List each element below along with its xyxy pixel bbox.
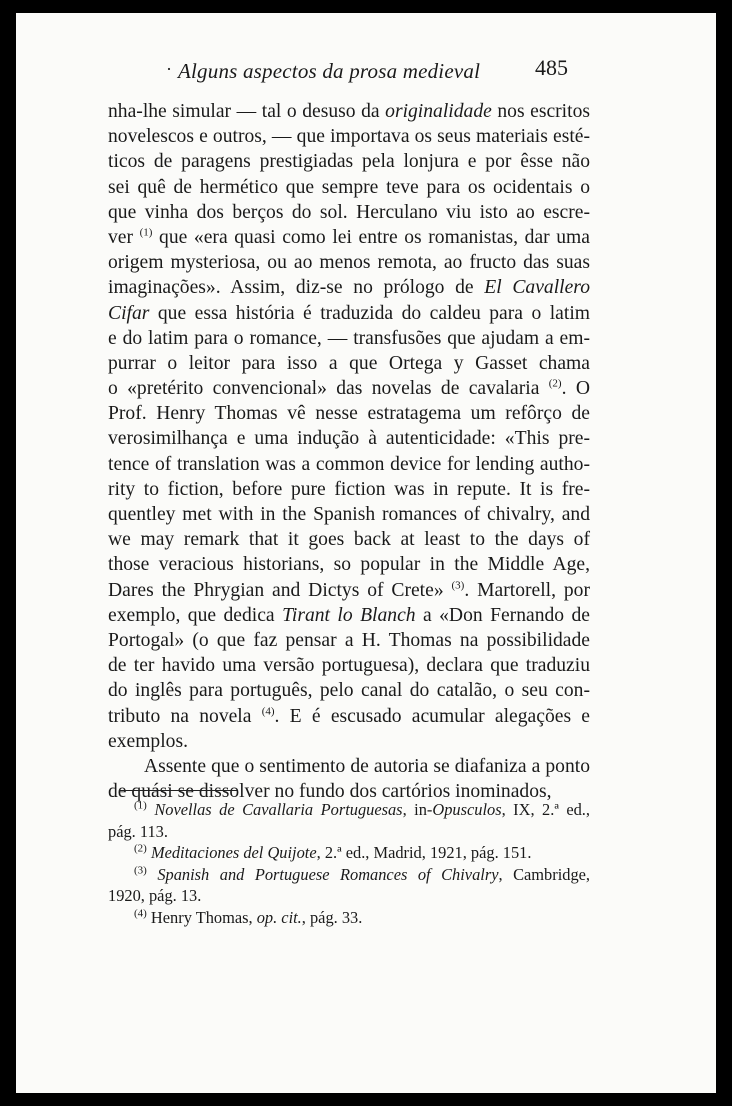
body-line — [108, 250, 590, 275]
body-note-ref: (4) — [261, 704, 275, 717]
body-line — [108, 477, 590, 502]
footnote-text: , 2.ª ed., Madrid, 1921, pág. 151. — [316, 843, 532, 863]
body-line — [108, 452, 590, 477]
body-line — [108, 653, 590, 678]
body-line — [108, 326, 590, 351]
body-line — [108, 552, 590, 577]
body-text: we may remark that it goes back at least to the days of — [108, 529, 590, 551]
body-text: . E é escusado acumular alegações e — [274, 705, 591, 727]
body-note-ref: (1) — [139, 226, 153, 239]
body-line — [108, 678, 590, 703]
body-text: Assente que o sentimento de autoria se diafaniza a ponto — [144, 755, 590, 777]
body-line — [108, 376, 590, 401]
page-number: 485 — [535, 55, 568, 80]
body-text — [108, 99, 590, 804]
footnote-text: , Cambridge, — [498, 864, 591, 884]
footnote-italic-title: Opusculos — [432, 800, 502, 819]
body-text: do inglês para português, pelo canal do catalão, o seu con- — [108, 680, 590, 702]
body-line — [108, 502, 590, 527]
footnote-line — [108, 799, 590, 821]
footnotes — [108, 799, 590, 929]
footnote-line — [108, 864, 590, 886]
footnote-italic-title: Meditaciones del Quijote — [150, 843, 317, 863]
body-text: o «pretérito convencional» das novelas de cavalaria — [108, 378, 549, 400]
body-italic-title: Cifar — [108, 302, 150, 324]
running-head — [16, 55, 716, 87]
body-italic-title: El Cavallero — [484, 277, 591, 299]
body-line — [108, 527, 590, 552]
body-line — [108, 225, 590, 250]
footnote-text: , IX, 2.ª ed., — [501, 800, 591, 819]
body-line — [108, 426, 590, 451]
footnote-text: 1920, pág. 13. — [108, 886, 202, 906]
body-line — [108, 275, 590, 300]
body-text: ticos de paragens prestigiadas pela lonjura e por êsse não — [108, 151, 590, 173]
body-text: origem mysteriosa, ou ao menos remota, ao fructo das suas — [108, 252, 590, 274]
body-line — [108, 175, 590, 200]
body-text: . O — [561, 378, 590, 400]
body-text: de ter havido uma versão portuguesa), declara que traduziu — [108, 655, 590, 677]
body-italic-title: originalidade — [385, 101, 492, 122]
body-text: ver — [108, 226, 140, 248]
body-text: exemplo, que dedica — [108, 604, 283, 626]
body-text: de quási se dissolver no fundo dos cartórios inominados, — [108, 781, 552, 803]
body-line — [108, 149, 590, 174]
footnote-line — [108, 842, 590, 864]
body-text: . Martorell, por — [464, 579, 590, 601]
body-italic-title: Tirant lo Blanch — [282, 604, 416, 626]
body-text: quentley met with in the Spanish romances of chivalry, and — [108, 504, 590, 525]
body-line — [108, 99, 590, 124]
body-note-ref: (2) — [548, 377, 562, 390]
body-text: verosimilhança e uma indução à autenticidade: «This pre- — [108, 428, 590, 450]
body-line — [108, 754, 590, 779]
footnote-note-ref: (3) — [134, 864, 147, 877]
body-text: exemplos. — [108, 730, 188, 752]
body-line — [108, 729, 590, 754]
body-text: Dares the Phrygian and Dictys of Crete» — [108, 579, 452, 601]
body-text: sei quê de hermético que sempre teve para os ocidentais o — [108, 176, 590, 198]
footnote-text: Henry Thomas, — [146, 907, 257, 927]
footnote-line — [108, 821, 590, 843]
body-line — [108, 401, 590, 426]
body-text: e do latim para o romance, — transfusões que ajudam a em- — [108, 327, 590, 349]
body-text: novelescos e outros, — que importava os seus materiais esté- — [108, 126, 590, 148]
footnote-italic-title: Spanish and Portuguese Romances of Chivalry — [157, 864, 499, 884]
body-text: tence of translation was a common device for lending autho- — [108, 453, 590, 475]
footnote-note-ref: (2) — [134, 842, 147, 855]
body-line — [108, 351, 590, 376]
footnote-line — [108, 907, 590, 929]
body-line — [108, 628, 590, 653]
body-text: nha-lhe simular — tal o desuso da — [108, 101, 386, 122]
body-text: tributo na novela — [108, 705, 262, 727]
body-line — [108, 301, 590, 326]
body-text: rity to fiction, before pure fiction was in repute. It is fre- — [108, 478, 590, 500]
body-text: a «Don Fernando de — [415, 604, 591, 626]
footnote-text — [147, 865, 158, 884]
body-line — [108, 603, 590, 628]
running-title: Alguns aspectos da prosa medieval — [178, 59, 481, 83]
body-text: nos escritos — [491, 101, 590, 122]
footnote-italic-title: op. cit. — [256, 907, 302, 927]
footnote-note-ref: (4) — [134, 907, 147, 920]
footnote-note-ref: (1) — [134, 799, 147, 812]
footnote-line — [108, 885, 590, 907]
body-text: those veracious historians, so popular in the Middle Age, — [108, 554, 590, 576]
footnote-text: , in- — [402, 800, 433, 819]
body-line — [108, 200, 590, 225]
body-text: que essa história é traduzida do caldeu para o latim — [149, 302, 590, 324]
body-text: que vinha dos berços do sol. Herculano viu isto ao escre- — [108, 201, 590, 223]
footnote-rule — [119, 790, 237, 791]
body-line — [108, 124, 590, 149]
body-text: imaginações». Assim, diz-se no prólogo de — [108, 277, 485, 299]
footnote-text: , pág. 33. — [301, 907, 363, 927]
body-text: Prof. Henry Thomas vê nesse estratagema um refôrço de — [108, 403, 590, 425]
book-page — [16, 13, 716, 1093]
header-separator: · — [166, 59, 172, 79]
footnote-text: pág. 113. — [108, 821, 168, 841]
body-text: que «era quasi como lei entre os romanistas, dar uma — [152, 226, 590, 248]
body-line — [108, 704, 590, 729]
footnote-italic-title: Novellas de Cavallaria Portuguesas — [154, 800, 403, 819]
body-text: purrar o leitor para isso a que Ortega y Gasset chama — [108, 352, 590, 374]
body-line — [108, 578, 590, 603]
body-text: Portogal» (o que faz pensar a H. Thomas na possibilidade — [108, 629, 590, 651]
body-note-ref: (3) — [451, 579, 465, 592]
